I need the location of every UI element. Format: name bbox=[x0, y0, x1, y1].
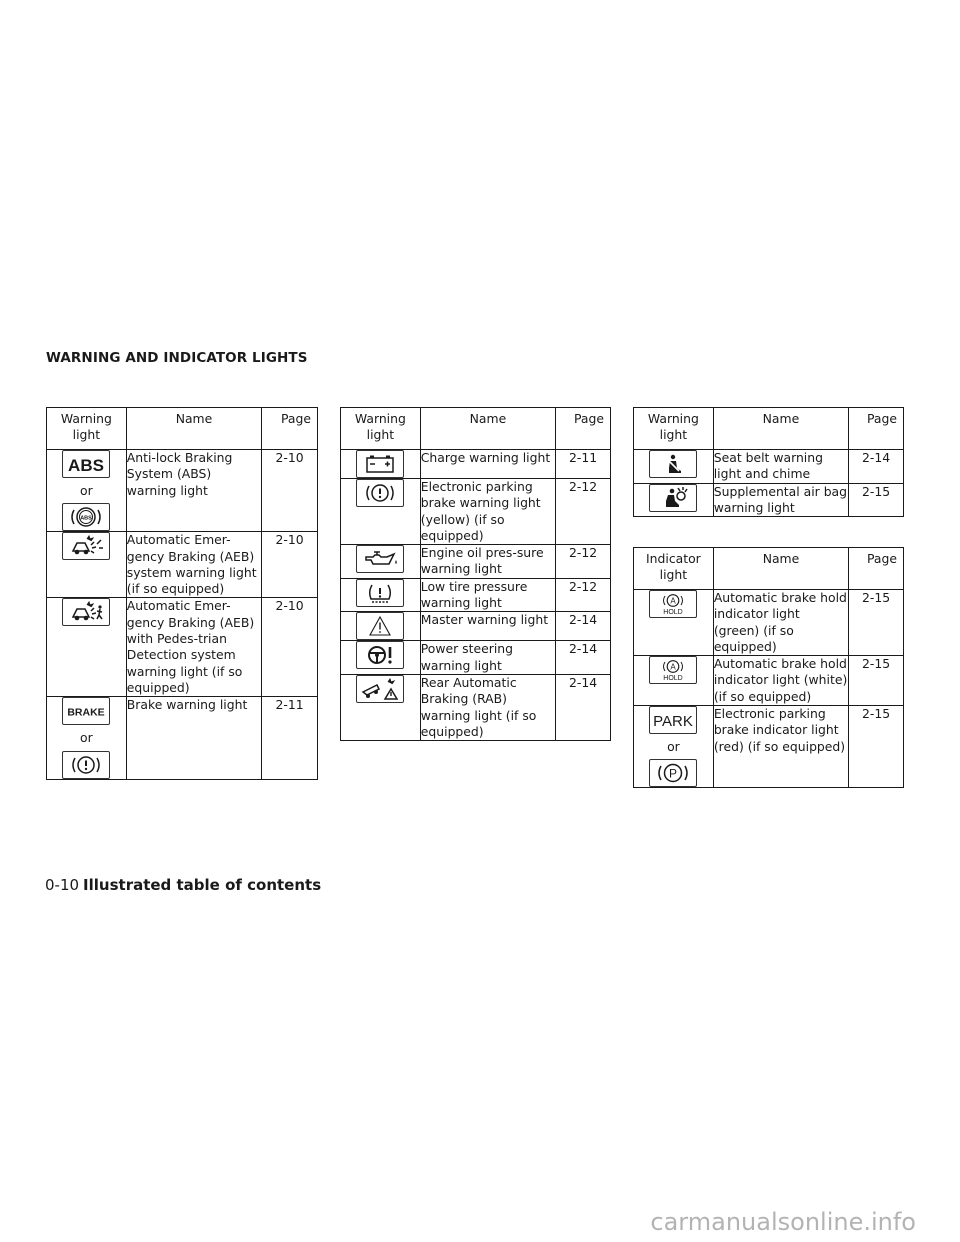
table-row bbox=[341, 578, 611, 612]
icon-cell bbox=[47, 598, 127, 697]
column-header-page: Page bbox=[556, 408, 611, 450]
page-reference: 2-10 bbox=[262, 450, 318, 532]
table-row bbox=[634, 450, 904, 484]
battery-icon bbox=[356, 450, 404, 478]
light-name: Power steering warning light bbox=[420, 641, 555, 675]
svg-text:ABS: ABS bbox=[80, 515, 93, 522]
aeb-pedestrian-icon bbox=[62, 598, 110, 626]
page-reference: 2-10 bbox=[262, 598, 318, 697]
table-row bbox=[634, 483, 904, 517]
svg-text:PARK: PARK bbox=[653, 713, 694, 731]
abs-circle-icon bbox=[62, 503, 110, 531]
column-header-page: Page bbox=[849, 548, 904, 590]
table-row bbox=[47, 697, 318, 779]
column-header-warning-light: Warning light bbox=[47, 408, 127, 450]
light-name: Automatic Emer-gency Braking (AEB) with Pedes-trian Detection system warning light (if so equipped) bbox=[126, 598, 261, 697]
icon-cell bbox=[634, 483, 714, 517]
light-name: Automatic Emer-gency Braking (AEB) system warning light (if so equipped) bbox=[126, 532, 261, 598]
column-header-page: Page bbox=[262, 408, 318, 450]
table-row bbox=[341, 641, 611, 675]
svg-text:A: A bbox=[670, 662, 677, 672]
tire-pressure-icon bbox=[356, 579, 404, 607]
icon-cell bbox=[341, 578, 421, 612]
brake-circle-icon bbox=[62, 751, 110, 779]
icon-cell bbox=[634, 450, 714, 484]
column-header-warning-light: Warning light bbox=[634, 408, 714, 450]
table-row bbox=[341, 450, 611, 479]
page-reference: 2-14 bbox=[556, 674, 611, 740]
column-header-name: Name bbox=[126, 408, 261, 450]
icon-cell bbox=[341, 674, 421, 740]
page-footer bbox=[45, 876, 321, 894]
page-reference: 2-14 bbox=[849, 450, 904, 484]
or-label: or bbox=[667, 739, 680, 755]
table-row bbox=[47, 532, 318, 598]
page-reference: 2-14 bbox=[556, 641, 611, 675]
table-row bbox=[341, 479, 611, 545]
page-reference: 2-15 bbox=[849, 706, 904, 788]
column-header-warning-light: Warning light bbox=[341, 408, 421, 450]
light-name: Anti-lock Braking System (ABS) warning light bbox=[126, 450, 261, 532]
light-name: Electronic parking brake indicator light (red) (if so equipped) bbox=[713, 706, 848, 788]
light-name: Charge warning light bbox=[420, 450, 555, 479]
icon-cell bbox=[341, 479, 421, 545]
airbag-icon bbox=[649, 484, 697, 512]
table-row bbox=[634, 706, 904, 788]
auto-hold-icon bbox=[649, 590, 697, 618]
svg-text:A: A bbox=[670, 596, 677, 606]
abs-text-icon bbox=[62, 450, 110, 478]
column-header-name: Name bbox=[713, 408, 848, 450]
table-row bbox=[341, 674, 611, 740]
indicator-lights-table bbox=[633, 547, 904, 788]
section-title: WARNING AND INDICATOR LIGHTS bbox=[46, 350, 308, 366]
table-row bbox=[47, 598, 318, 697]
page-reference: 2-14 bbox=[556, 612, 611, 641]
light-name: Low tire pressure warning light bbox=[420, 578, 555, 612]
oil-can-icon bbox=[356, 545, 404, 573]
brake-text-icon bbox=[62, 697, 110, 725]
icon-cell bbox=[634, 656, 714, 706]
footer-title: Illustrated table of contents bbox=[83, 876, 322, 894]
icon-cell bbox=[341, 641, 421, 675]
column-header-name: Name bbox=[713, 548, 848, 590]
watermark: carmanualsonline.info bbox=[650, 1208, 916, 1236]
svg-text:ABS: ABS bbox=[68, 456, 105, 475]
park-circle-icon bbox=[649, 759, 697, 787]
icon-cell bbox=[341, 612, 421, 641]
aeb-icon bbox=[62, 532, 110, 560]
park-text-icon bbox=[649, 706, 697, 734]
light-name: Rear Automatic Braking (RAB) warning light (if so equipped) bbox=[420, 674, 555, 740]
light-name: Supplemental air bag warning light bbox=[713, 483, 848, 515]
parking-brake-warning-icon bbox=[356, 479, 404, 507]
auto-hold-icon bbox=[649, 656, 697, 684]
table-row bbox=[341, 612, 611, 641]
icon-cell bbox=[341, 450, 421, 479]
warning-lights-table-1 bbox=[46, 407, 318, 780]
svg-text:HOLD: HOLD bbox=[663, 609, 684, 616]
page-reference: 2-12 bbox=[556, 578, 611, 612]
page-reference: 2-12 bbox=[556, 545, 611, 579]
light-name: Automatic brake hold indicator light (green) (if so equipped) bbox=[713, 590, 847, 654]
master-warning-icon bbox=[356, 612, 404, 640]
warning-lights-table-3 bbox=[633, 407, 904, 517]
icon-cell bbox=[47, 450, 127, 532]
or-label: or bbox=[80, 483, 93, 498]
power-steering-icon bbox=[356, 641, 404, 669]
page-reference: 2-15 bbox=[849, 483, 904, 517]
column-header-indicator-light: Indicator light bbox=[634, 548, 714, 590]
light-name: Master warning light bbox=[420, 612, 555, 641]
light-name: Seat belt warning light and chime bbox=[713, 450, 848, 484]
page-reference: 2-11 bbox=[262, 697, 318, 779]
rear-braking-icon bbox=[356, 675, 404, 703]
seat-belt-icon bbox=[649, 450, 697, 478]
light-name: Brake warning light bbox=[126, 697, 261, 779]
table-row bbox=[47, 450, 318, 532]
page-reference: 2-15 bbox=[849, 656, 904, 706]
warning-lights-table-2 bbox=[340, 407, 611, 741]
column-header-name: Name bbox=[420, 408, 555, 450]
icon-cell bbox=[341, 545, 421, 579]
column-header-page: Page bbox=[849, 408, 904, 450]
page-reference: 2-11 bbox=[556, 450, 611, 479]
page-reference: 2-12 bbox=[556, 479, 611, 545]
table-row bbox=[634, 656, 904, 706]
table-row bbox=[341, 545, 611, 579]
svg-text:P: P bbox=[669, 766, 678, 781]
page-number: 0-10 bbox=[45, 876, 80, 894]
light-name: Engine oil pres-sure warning light bbox=[420, 545, 555, 579]
icon-cell bbox=[634, 706, 714, 788]
svg-text:HOLD: HOLD bbox=[663, 675, 684, 683]
light-name: Automatic brake hold indicator light (white) (if so equipped) bbox=[713, 656, 848, 704]
page-reference: 2-10 bbox=[262, 532, 318, 598]
light-name: Electronic parking brake warning light (yellow) (if so equipped) bbox=[420, 479, 555, 545]
icon-cell bbox=[47, 697, 127, 779]
or-label: or bbox=[80, 730, 93, 746]
icon-cell bbox=[47, 532, 127, 598]
icon-cell bbox=[634, 590, 714, 656]
page-reference: 2-15 bbox=[849, 590, 904, 656]
table-row bbox=[634, 590, 904, 656]
svg-text:BRAKE: BRAKE bbox=[67, 706, 106, 719]
